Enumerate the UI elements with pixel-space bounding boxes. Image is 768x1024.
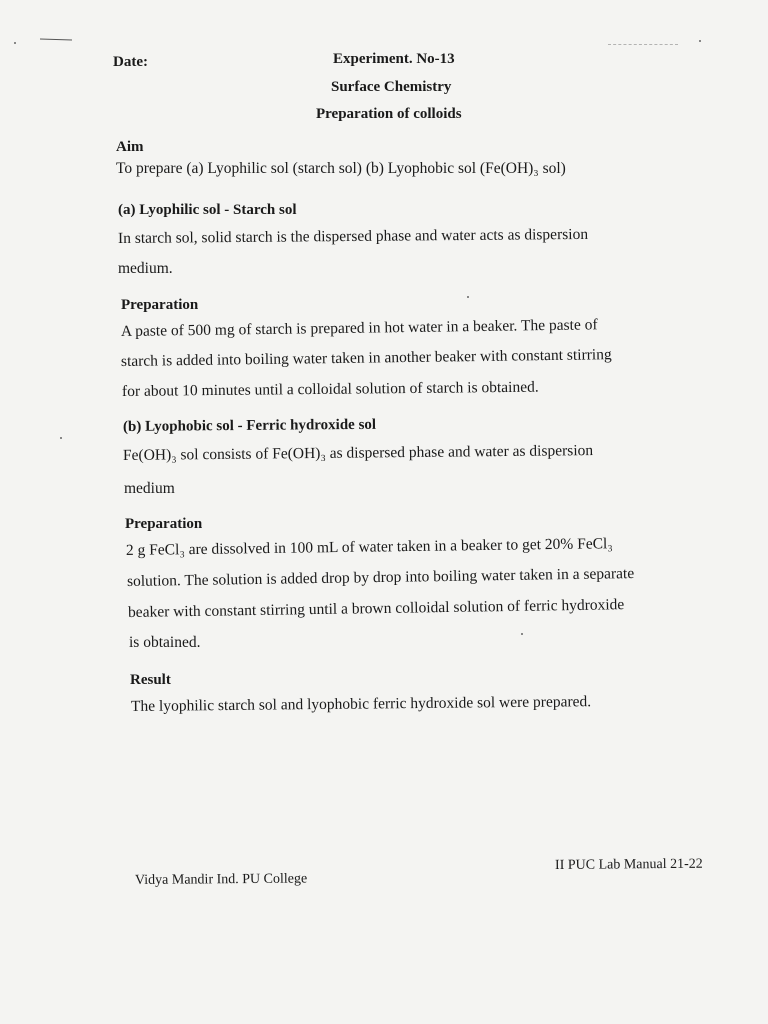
scan-dot (60, 437, 62, 439)
lyophilic-prep-line-1: A paste of 500 mg of starch is prepared in hot water in a beaker. The paste of (120, 316, 598, 340)
date-label: Date: (113, 54, 148, 70)
lyophobic-text-line-2: medium (124, 480, 175, 497)
lyophobic-heading: (b) Lyophobic sol - Ferric hydroxide sol (122, 416, 377, 435)
scan-dot (14, 42, 16, 44)
scan-dot (521, 633, 523, 635)
scan-smudge (608, 30, 678, 45)
lyophilic-preparation-heading: Preparation (121, 297, 199, 313)
result-heading: Result (130, 672, 171, 688)
experiment-number: Experiment. No-13 (333, 51, 455, 67)
scan-dot (699, 40, 701, 42)
result-text: The lyophilic starch sol and lyophobic ferric hydroxide sol were prepared. (130, 693, 592, 715)
lyophobic-prep-line-3: beaker with constant stirring until a brown colloidal solution of ferric hydroxide (127, 596, 625, 621)
lyophilic-text-line-1: In starch sol, solid starch is the dispersed phase and water acts as dispersion (117, 225, 589, 247)
scan-dot (467, 296, 469, 298)
aim-text: To prepare (a) Lyophilic sol (starch sol) (b) Lyophobic sol (Fe(OH)₃ sol) (116, 160, 566, 177)
topic-title: Preparation of colloids (316, 106, 462, 122)
lyophobic-text-line-1: Fe(OH)₃ sol consists of Fe(OH)₃ as dispersed phase and water as dispersion (122, 442, 594, 464)
lyophilic-prep-line-2: starch is added into boiling water taken in another beaker with constant stirring (120, 346, 612, 370)
scan-mark (40, 38, 72, 40)
footer-manual: II PUC Lab Manual 21-22 (554, 856, 703, 873)
footer-college: Vidya Mandir Ind. PU College (134, 871, 308, 888)
lyophilic-heading: (a) Lyophilic sol - Starch sol (118, 202, 297, 218)
lyophobic-prep-line-4: is obtained. (129, 634, 201, 651)
lyophilic-text-line-2: medium. (118, 260, 173, 277)
lyophobic-prep-line-1: 2 g FeCl₃ are dissolved in 100 mL of water taken in a beaker to get 20% FeCl₃ (125, 535, 613, 559)
subject-title: Surface Chemistry (331, 79, 452, 95)
lyophobic-prep-line-2: solution. The solution is added drop by drop into boiling water taken in a separate (126, 565, 635, 590)
aim-heading: Aim (116, 139, 144, 155)
lyophobic-preparation-heading: Preparation (125, 516, 203, 532)
lyophilic-prep-line-3: for about 10 minutes until a colloidal solution of starch is obtained. (121, 378, 539, 400)
